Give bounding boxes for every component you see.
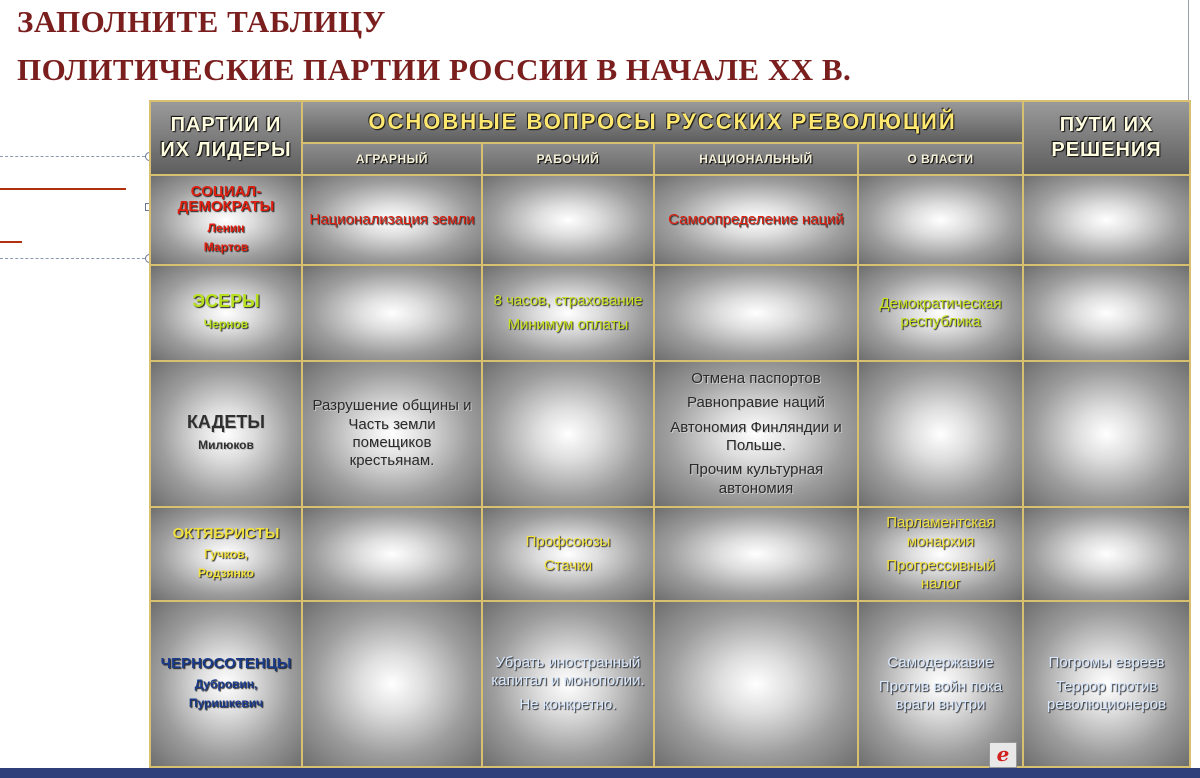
- subheader-power-cell: [858, 143, 1023, 175]
- cell-esers-national[interactable]: [654, 265, 858, 361]
- party-leader: Родзянко: [197, 565, 255, 580]
- party-cell-black-hundreds: [150, 601, 302, 767]
- cell-text: Отмена паспортов: [691, 370, 821, 388]
- party-leader: Ленин: [207, 221, 245, 236]
- party-cell-social-democrats: [150, 175, 302, 265]
- cell-social-democrats-agrarian[interactable]: [302, 175, 482, 265]
- subheader-agrarian: АГРАРНЫЙ: [355, 152, 429, 166]
- cell-kadets-paths[interactable]: [1023, 361, 1190, 507]
- header-main-questions: ОСНОВНЫЕ ВОПРОСЫ РУССКИХ РЕВОЛЮЦИЙ: [368, 109, 957, 134]
- subheader-agrarian-cell: [302, 143, 482, 175]
- cell-kadets-power[interactable]: [858, 361, 1023, 507]
- cell-octobrists-power[interactable]: [858, 507, 1023, 601]
- header-main-cell: [302, 101, 1023, 143]
- cell-text: Прогрессивный налог: [886, 557, 995, 593]
- party-leader: Мартов: [203, 239, 249, 254]
- cell-text: Погромы евреев: [1048, 653, 1165, 671]
- parties-table[interactable]: [149, 100, 1191, 768]
- table-row: [150, 175, 1190, 265]
- party-name: ЧЕРНОСОТЕНЦЫ: [160, 654, 292, 672]
- subheader-national: НАЦИОНАЛЬНЫЙ: [699, 152, 813, 166]
- cell-octobrists-agrarian[interactable]: [302, 507, 482, 601]
- cell-text: Разрушение общины и Часть земли помещиков крестьянам.: [312, 397, 472, 470]
- cell-social-democrats-national[interactable]: [654, 175, 858, 265]
- header-parties-cell: [150, 101, 302, 175]
- cell-text: Парламентская монархия: [886, 514, 995, 550]
- subheader-labor: РАБОЧИЙ: [536, 152, 600, 166]
- subheader-labor-cell: [482, 143, 654, 175]
- header-parties: ПАРТИИ И ИХ ЛИДЕРЫ: [160, 114, 292, 161]
- party-name: ОКТЯБРИСТЫ: [172, 524, 280, 542]
- header-paths: ПУТИ ИХ РЕШЕНИЯ: [1051, 114, 1162, 161]
- cell-social-democrats-labor[interactable]: [482, 175, 654, 265]
- party-cell-octobrists: [150, 507, 302, 601]
- party-leader: Гучков,: [204, 547, 248, 562]
- party-name: ЭСЕРЫ: [192, 291, 260, 312]
- party-cell-esers: [150, 265, 302, 361]
- cell-text: Автономия Финляндии и Польше.: [670, 418, 842, 454]
- subheader-power: О ВЛАСТИ: [907, 152, 974, 166]
- cell-social-democrats-paths[interactable]: [1023, 175, 1190, 265]
- cell-text: Не конкретно.: [519, 696, 617, 714]
- header-paths-cell: [1023, 101, 1190, 175]
- table-row: [150, 601, 1190, 767]
- cell-text: Профсоюзы: [525, 532, 611, 550]
- cell-black-hundreds-paths[interactable]: [1023, 601, 1190, 767]
- hyperlink-icon[interactable]: e: [989, 742, 1017, 768]
- slide-title-line-2: ПОЛИТИЧЕСКИЕ ПАРТИИ РОССИИ В НАЧАЛЕ ХХ В.: [17, 52, 852, 87]
- cell-black-hundreds-labor[interactable]: [482, 601, 654, 767]
- cell-kadets-national[interactable]: [654, 361, 858, 507]
- selection-guide-top: [0, 156, 150, 157]
- cell-octobrists-labor[interactable]: [482, 507, 654, 601]
- selection-guide-bottom: [0, 258, 150, 259]
- cell-esers-power[interactable]: [858, 265, 1023, 361]
- slide-bottom-band: [0, 768, 1200, 778]
- cell-octobrists-national[interactable]: [654, 507, 858, 601]
- cell-text: Прочим культурная автономия: [688, 461, 824, 497]
- table-row: [150, 361, 1190, 507]
- table-row: [150, 265, 1190, 361]
- cell-text: Равноправие наций: [686, 394, 826, 412]
- party-cell-kadets: [150, 361, 302, 507]
- cell-text: Самоопределение наций: [668, 210, 844, 228]
- cell-text: 8 часов, страхование: [493, 291, 643, 309]
- party-leader: Чернов: [203, 317, 249, 332]
- red-underline-short: [0, 241, 22, 243]
- table-body: [150, 175, 1190, 767]
- cell-social-democrats-power[interactable]: [858, 175, 1023, 265]
- cell-kadets-agrarian[interactable]: [302, 361, 482, 507]
- cell-esers-labor[interactable]: [482, 265, 654, 361]
- cell-text: Национализация земли: [309, 210, 475, 228]
- cell-text: Минимум оплаты: [507, 316, 629, 333]
- party-leader: Милюков: [198, 438, 254, 453]
- subheader-national-cell: [654, 143, 858, 175]
- cell-text: Убрать иностранный капитал и монополии.: [491, 653, 645, 689]
- cell-octobrists-paths[interactable]: [1023, 507, 1190, 601]
- cell-esers-paths[interactable]: [1023, 265, 1190, 361]
- cell-text: Стачки: [543, 557, 593, 574]
- table-row: [150, 507, 1190, 601]
- party-name: КАДЕТЫ: [186, 412, 266, 433]
- cell-text: Демократическая республика: [879, 294, 1002, 330]
- cell-text: Против войн пока враги внутри: [878, 677, 1003, 714]
- party-name: СОЦИАЛ-ДЕМОКРАТЫ: [177, 182, 275, 216]
- cell-text: Самодержавие: [887, 653, 994, 671]
- cell-text: Террор против революционеров: [1046, 677, 1167, 714]
- party-leader: Пуришкевич: [188, 695, 264, 710]
- red-underline-long: [0, 188, 126, 190]
- cell-black-hundreds-agrarian[interactable]: [302, 601, 482, 767]
- cell-esers-agrarian[interactable]: [302, 265, 482, 361]
- party-leader: Дубровин,: [194, 677, 258, 692]
- cell-black-hundreds-national[interactable]: [654, 601, 858, 767]
- slide-title-line-1: ЗАПОЛНИТЕ ТАБЛИЦУ: [17, 4, 386, 39]
- cell-kadets-labor[interactable]: [482, 361, 654, 507]
